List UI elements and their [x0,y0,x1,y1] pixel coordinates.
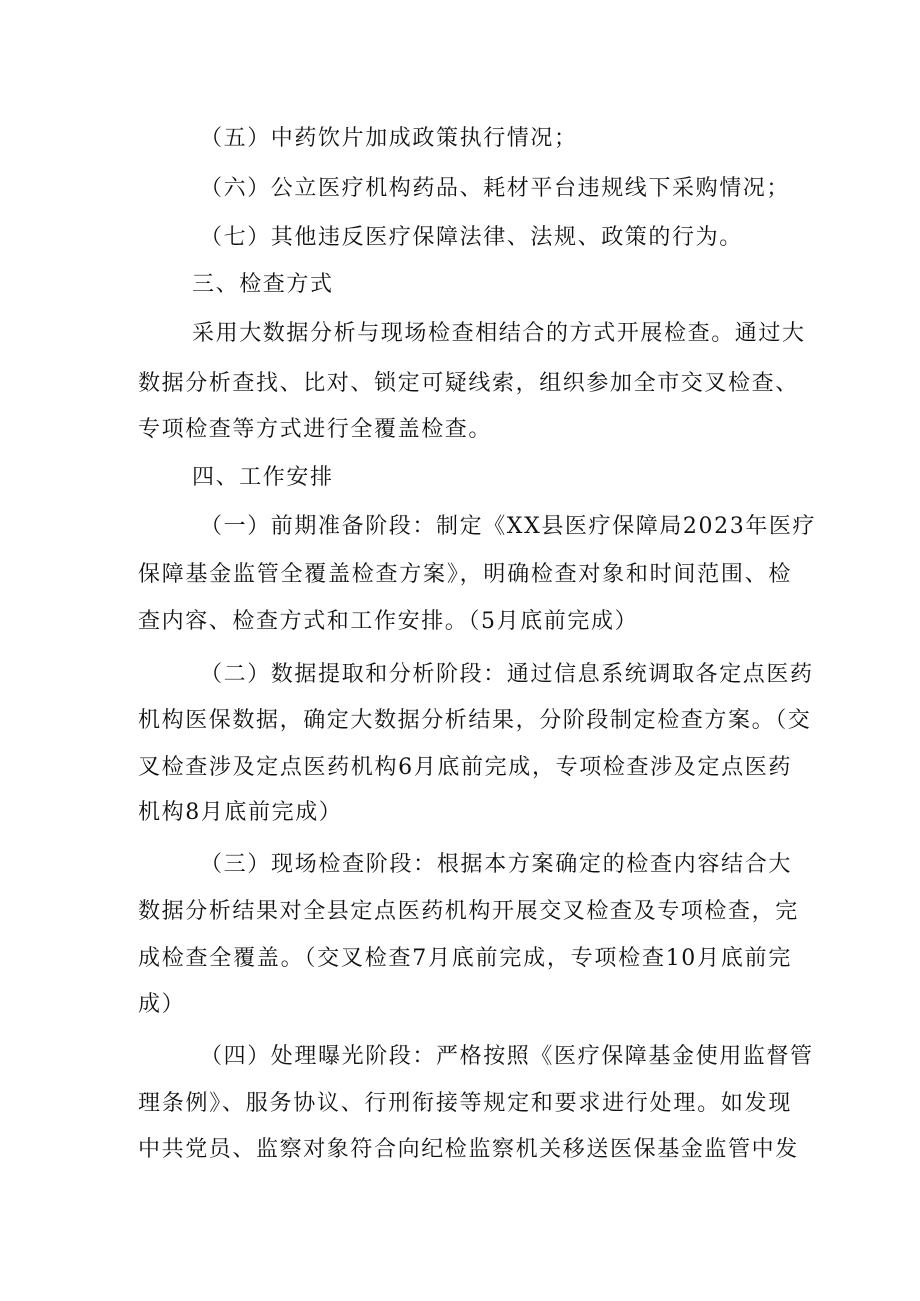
section-3-line: 专项检查等方式进行全覆盖检查。 [138,417,493,442]
section-3-line: 数据分析查找、比对、锁定可疑线索，组织参加全市交叉检查、 [138,371,799,396]
step-3-line: （三）现场检查阶段：根据本方案确定的检查内容结合大 [200,852,792,877]
step-1-line: （一）前期准备阶段：制定《XX县医疗保障局2023年医疗 [200,514,817,539]
step-2-line: 机构医保数据，确定大数据分析结果，分阶段制定检查方案。（交 [138,708,812,733]
step-4-line: 理条例》、服务协议、行刑衔接等规定和要求进行处理。如发现 [138,1091,792,1116]
item-6: （六）公立医疗机构药品、耗材平台违规线下采购情况； [200,176,791,201]
step-2-line: 叉检查涉及定点医药机构6月底前完成，专项检查涉及定点医药 [138,755,792,780]
section-3-heading: 三、检查方式 [192,272,334,297]
step-4-line: （四）处理曝光阶段：严格按照《医疗保障基金使用监督管 [200,1044,814,1069]
step-1-line: 保障基金监管全覆盖检查方案》，明确检查对象和时间范围、检 [138,562,792,587]
item-7: （七）其他违反医疗保障法律、法规、政策的行为。 [200,225,743,250]
item-5: （五）中药饮片加成政策执行情况； [200,126,578,151]
section-4-heading: 四、工作安排 [192,465,334,490]
step-3-line: 成检查全覆盖。（交叉检查7月底前完成，专项检查10月底前完 [138,946,792,971]
step-1-line: 查内容、检查方式和工作安排。（5月底前完成） [138,609,639,634]
section-3-line: 采用大数据分析与现场检查相结合的方式开展检查。通过大 [192,321,806,346]
step-3-line: 成） [138,992,186,1017]
step-3-line: 数据分析结果对全县定点医药机构开展交叉检查及专项检查，完 [138,899,799,924]
step-2-line: 机构8月底前完成） [138,800,343,825]
step-2-line: （二）数据提取和分析阶段：通过信息系统调取各定点医药 [200,662,814,687]
step-4-line: 中共党员、监察对象符合向纪检监察机关移送医保基金监管中发 [138,1137,799,1162]
